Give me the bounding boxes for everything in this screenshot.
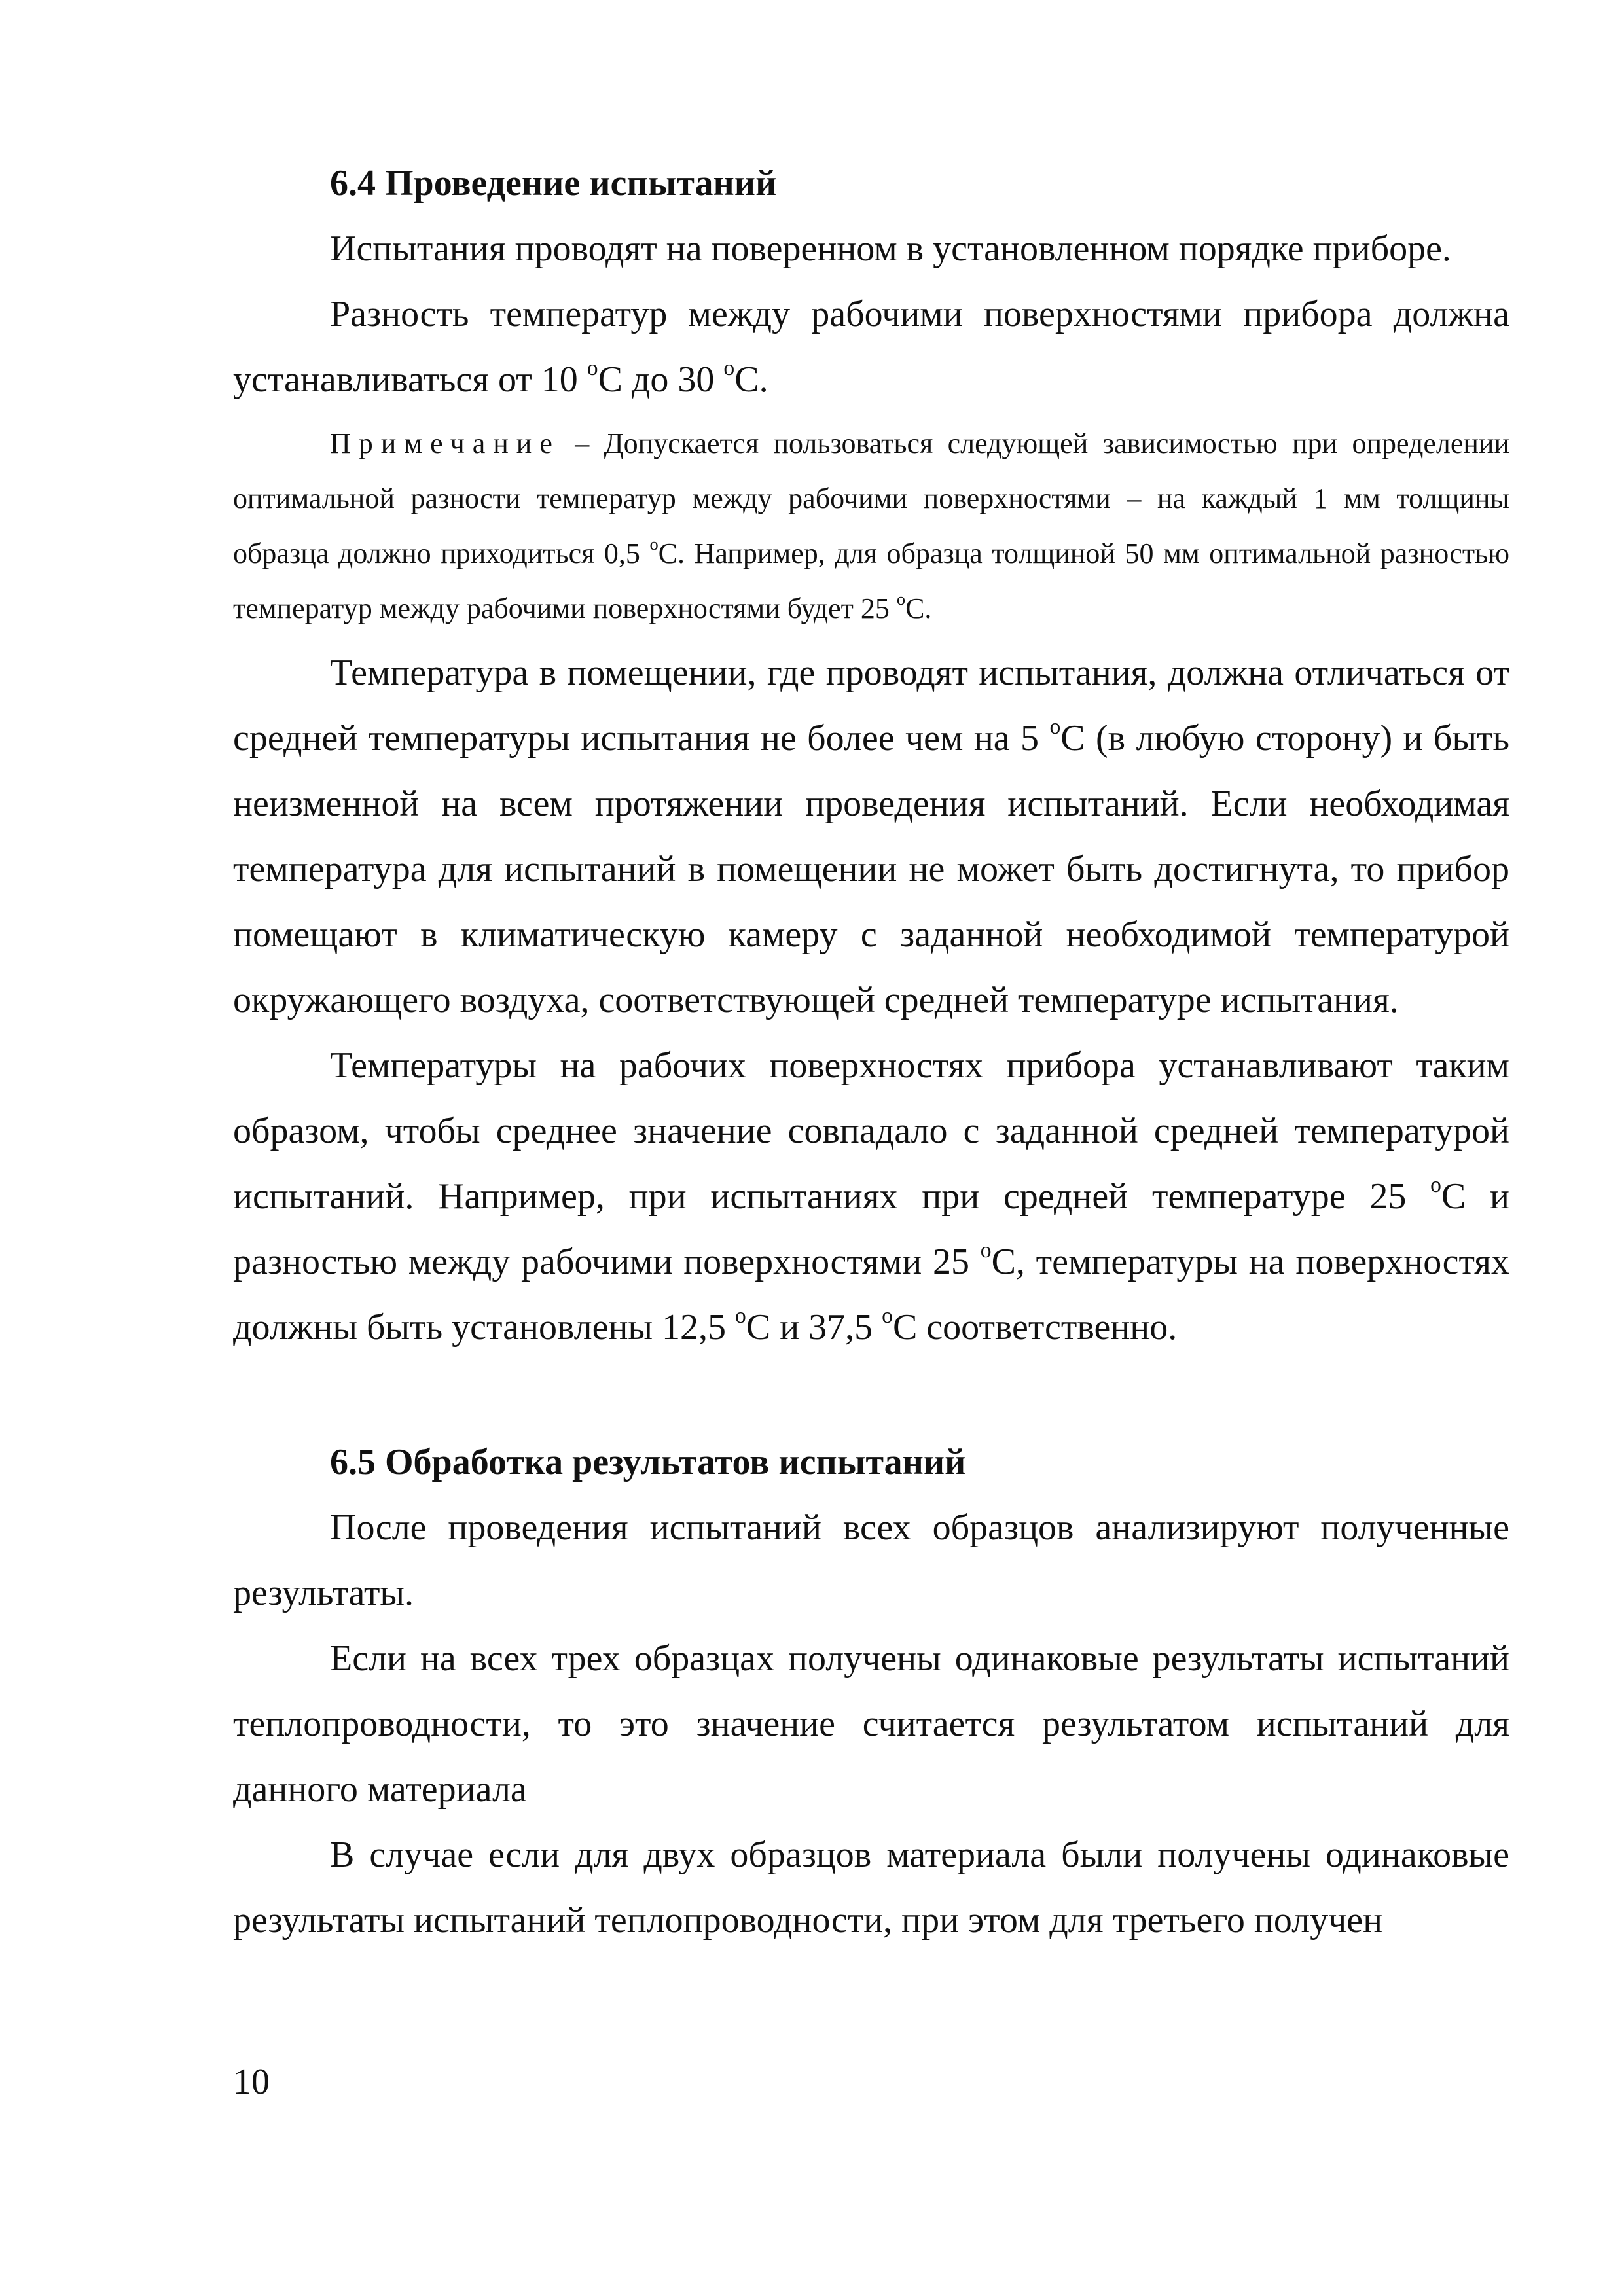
section-6-5-paragraph-3: В случае если для двух образцов материала были получены одинаковые результаты испытаний теплопроводности, при этом для третьего получен xyxy=(233,1835,1509,1941)
section-6-4-heading: 6.4 Проведение испытаний xyxy=(330,163,777,204)
section-6-4-paragraph-1: Испытания проводят на поверенном в установленном порядке приборе. xyxy=(330,228,1451,269)
note-label: Примечание xyxy=(330,427,560,459)
page-content xyxy=(233,151,1509,1953)
section-6-4-paragraph-4: Температуры на рабочих поверхностях прибора устанавливают таким образом, чтобы среднее значение совпадало с заданной средней температурой испытаний. Например, при испытаниях при средней температуре 25 $^о$С и разностью между рабочими поверхностями 25 $^о$С, температуры на поверхностях должны быть установлены 12,5 $^о$С и 37,5 $^о$С соответственно. xyxy=(233,1045,1509,1348)
section-6-5-paragraph-2: Если на всех трех образцах получены одинаковые результаты испытаний теплопроводности, то это значение считается результатом испытаний для данного материала xyxy=(233,1638,1509,1810)
page-number: 10 xyxy=(233,2062,270,2102)
section-6-4-paragraph-2: Разность температур между рабочими поверхностями прибора должна устанавливаться от 10 $^о$С до 30 $^о$С. xyxy=(233,294,1509,400)
section-6-4-note: Примечание – Допускается пользоваться следующей зависимостью при определении оптимальной разности температур между рабочими поверхностями – на каждый 1 мм толщины образца должно приходиться 0,5 $^о$С. Например, для образца толщиной 50 мм оптимальной разностью температур между рабочими поверхностями будет 25 $^о$С. xyxy=(233,427,1510,624)
section-6-5-paragraph-1: После проведения испытаний всех образцов анализируют полученные результаты. xyxy=(233,1507,1509,1613)
section-6-5-heading: 6.5 Обработка результатов испытаний xyxy=(330,1442,966,1482)
section-6-4-paragraph-3: Температура в помещении, где проводят испытания, должна отличаться от средней температуры испытания не более чем на 5 $^о$С (в любую сторону) и быть неизменной на всем протяжении проведения испытаний. Если необходимая температура для испытаний в помещении не может быть достигнута, то прибор помещают в климатическую камеру с заданной необходимой температурой окружающего воздуха, соответствующей средней температуре испытания. xyxy=(233,653,1509,1020)
